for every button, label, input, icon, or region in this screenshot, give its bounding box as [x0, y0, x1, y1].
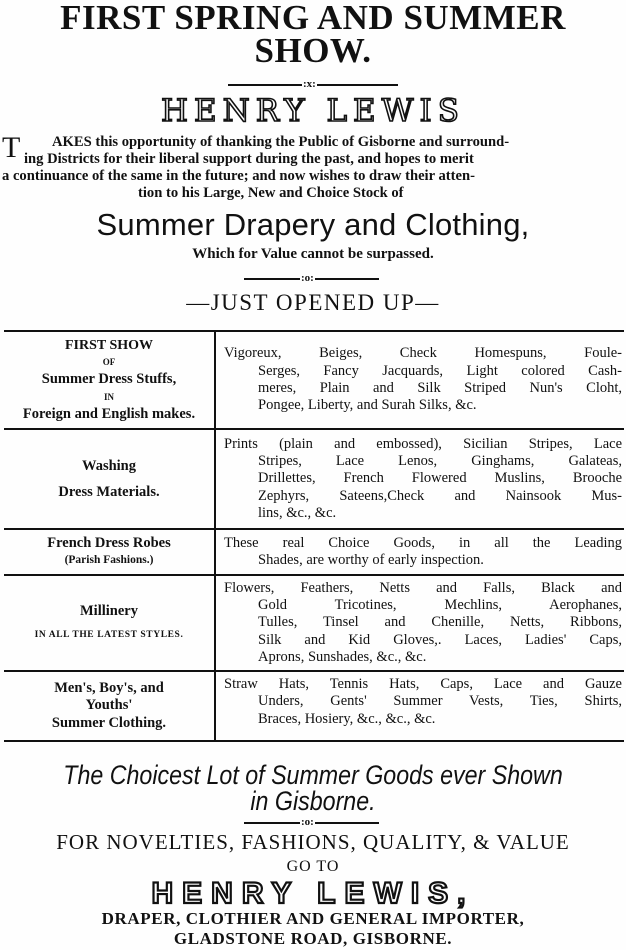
- label-line: Summer Clothing.: [51, 714, 167, 731]
- label-line: Men's, Boy's, and: [54, 680, 164, 697]
- desc-line: meres, Plain and Silk Striped Nun's Cloht,: [258, 380, 622, 396]
- merchant-name-top: HENRY LEWIS: [160, 93, 466, 129]
- table-row: [4, 671, 624, 741]
- headline-line1: FIRST SPRING AND SUMMER: [60, 0, 566, 37]
- desc-line: Braces, Hosiery, &c., &c., &c.: [258, 710, 436, 727]
- just-opened: —JUST OPENED UP—: [186, 290, 440, 315]
- category-label: [4, 671, 215, 741]
- intro-line: a continuance of the same in the future; and now wishes to draw their atten-: [2, 168, 475, 184]
- intro-paragraph: [2, 131, 624, 202]
- category-description: [215, 671, 624, 741]
- desc-line: lins, &c., &c.: [258, 504, 337, 521]
- desc-line: Pongee, Liberty, and Surah Silks, &c.: [258, 397, 477, 414]
- desc-line: Zephyrs, Sateens,Check and Nainsook Mus-: [258, 487, 622, 504]
- desc-line: Straw Hats, Tennis Hats, Caps, Lace and Gauze: [224, 676, 622, 692]
- desc-line: Prints (plain and embossed), Sicilian Stripes, Lace: [224, 435, 622, 452]
- table-row: [4, 575, 624, 671]
- label-line: FIRST SHOW: [64, 337, 154, 353]
- category-description: [215, 529, 624, 575]
- headline: [0, 0, 626, 70]
- desc-line: Stripes, Lace Lenos, Ginghams, Galateas,: [258, 453, 622, 470]
- novelties-line: FOR NOVELTIES, FASHIONS, QUALITY, & VALUE: [56, 830, 570, 854]
- label-line: (Parish Fashions.): [64, 554, 154, 566]
- category-label: [4, 575, 215, 671]
- desc-line: Unders, Gents' Summer Vests, Ties, Shirts,: [258, 693, 622, 710]
- trade-line: DRAPER, CLOTHIER AND GENERAL IMPORTER,: [101, 909, 525, 928]
- address-line: GLADSTONE ROAD, GISBORNE.: [173, 929, 453, 948]
- label-line: Millinery: [80, 603, 138, 619]
- category-description: [215, 575, 624, 671]
- feature-tagline: Which for Value cannot be surpassed.: [192, 246, 434, 262]
- label-line: Foreign and English makes.: [22, 405, 196, 422]
- label-line: Dress Materials.: [58, 484, 160, 500]
- category-description: [215, 429, 624, 529]
- label-line: Summer Dress Stuffs,: [41, 371, 177, 388]
- desc-line: These real Choice Goods, in all the Leading: [224, 534, 622, 551]
- merchant-name-bottom: HENRY LEWIS,: [151, 877, 475, 910]
- desc-line: Flowers, Feathers, Netts and Falls, Black and: [224, 579, 622, 596]
- desc-line: Serges, Fancy Jacquards, Light colored Cash-: [258, 362, 622, 379]
- headline-line2: SHOW.: [254, 31, 372, 70]
- feature-heading: Summer Drapery and Clothing,: [96, 207, 530, 242]
- separator-mark: :x:: [303, 78, 316, 90]
- choicest-line1: The Choicest Lot of Summer Goods ever Shown: [63, 760, 563, 790]
- label-line: Youths': [85, 697, 133, 714]
- desc-line: Aprons, Sunshades, &c., &c.: [258, 648, 427, 665]
- desc-line: Shades, are worthy of early inspection.: [258, 552, 484, 568]
- desc-line: Drillettes, French Flowered Muslins, Brooche: [258, 470, 622, 487]
- desc-line: Vigoreux, Beiges, Check Homespuns, Foule-: [224, 345, 622, 362]
- label-line: IN: [103, 391, 114, 402]
- category-label: [4, 331, 215, 429]
- label-line: Washing: [82, 458, 136, 474]
- desc-line: Gold Tricotines, Mechlins, Aerophanes,: [258, 597, 622, 614]
- table-row: [4, 429, 624, 529]
- choicest-line2: in Gisborne.: [250, 786, 376, 816]
- desc-line: Tulles, Tinsel and Chenille, Netts, Ribbons,: [258, 614, 622, 631]
- label-line: IN ALL THE LATEST STYLES.: [34, 630, 184, 640]
- table-row: [4, 331, 624, 429]
- intro-line: tion to his Large, New and Choice Stock of: [138, 185, 404, 201]
- category-label: [4, 529, 215, 575]
- label-line: French Dress Robes: [47, 534, 171, 551]
- dropcap: T: [2, 131, 21, 164]
- table-row: [4, 529, 624, 575]
- label-line: OF: [102, 357, 116, 368]
- category-description: [215, 331, 624, 429]
- intro-line: AKES this opportunity of thanking the Public of Gisborne and surround-: [52, 134, 510, 150]
- category-label: [4, 429, 215, 529]
- go-to: GO TO: [286, 858, 340, 875]
- separator-mark: :o:: [301, 816, 314, 828]
- stock-table: [4, 330, 624, 742]
- desc-line: Silk and Kid Gloves,. Laces, Ladies' Caps,: [258, 631, 622, 648]
- intro-line: ing Districts for their liberal support during the past, and hopes to merit: [24, 151, 474, 167]
- separator-mark: :o:: [301, 272, 314, 284]
